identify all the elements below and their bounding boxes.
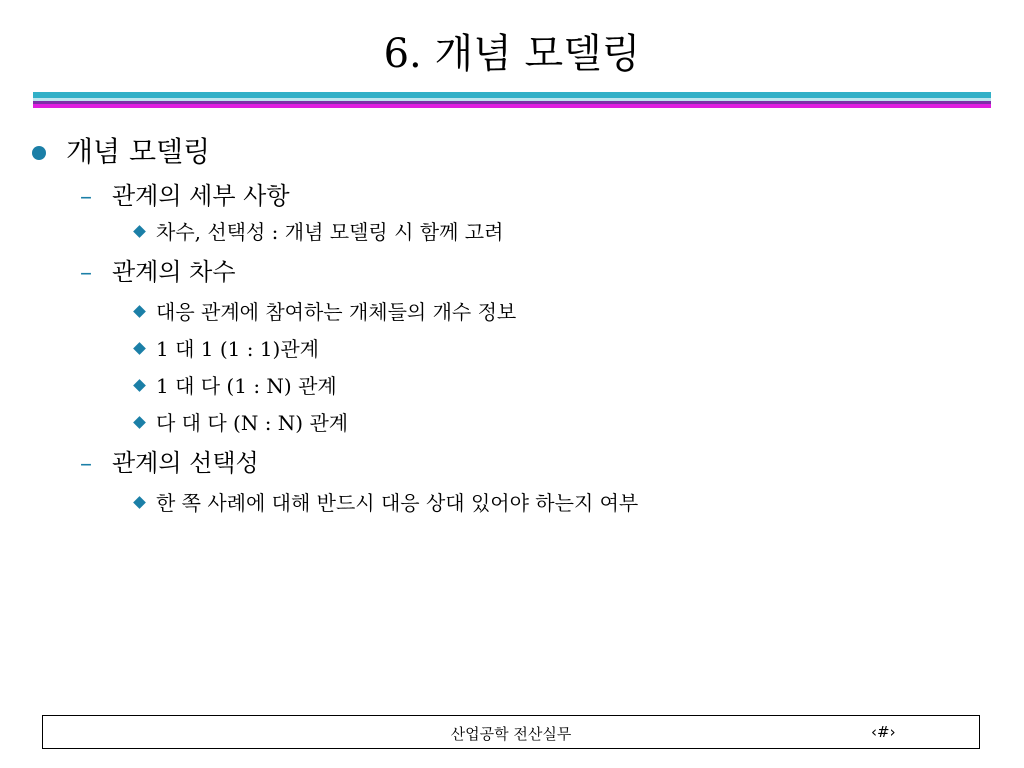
page-number: ‹#› (871, 723, 896, 741)
list-item: 다 대 다 (N : N) 관계 (156, 411, 349, 435)
diamond-bullet-icon (133, 416, 146, 429)
footer-course-title: 산업공학 전산실무 (450, 725, 572, 743)
slide-footer (42, 715, 980, 749)
section-heading: 관계의 세부 사항 (112, 182, 290, 210)
dash-bullet-icon: – (80, 449, 92, 477)
list-item: 1 대 다 (1 : N) 관계 (156, 374, 337, 398)
bullet-level1: 개념 모델링 (66, 135, 211, 168)
diamond-bullet-icon (133, 305, 146, 318)
list-item: 1 대 1 (1 : 1)관계 (156, 337, 319, 361)
section-heading: 관계의 차수 (112, 258, 236, 286)
list-item: 차수, 선택성 : 개념 모델링 시 함께 고려 (156, 220, 504, 244)
bullet-dot-icon (32, 146, 46, 160)
list-item: 한 쪽 사례에 대해 반드시 대응 상대 있어야 하는지 여부 (156, 491, 639, 515)
diamond-bullet-icon (133, 225, 146, 238)
diamond-bullet-icon (133, 496, 146, 509)
diamond-bullet-icon (133, 342, 146, 355)
dash-bullet-icon: – (80, 182, 92, 210)
diamond-bullet-icon (133, 379, 146, 392)
slide-title: 6. 개념 모델링 (383, 31, 641, 77)
list-item: 대응 관계에 참여하는 개체들의 개수 정보 (156, 300, 517, 324)
dash-bullet-icon: – (80, 258, 92, 286)
section-heading: 관계의 선택성 (112, 449, 259, 477)
